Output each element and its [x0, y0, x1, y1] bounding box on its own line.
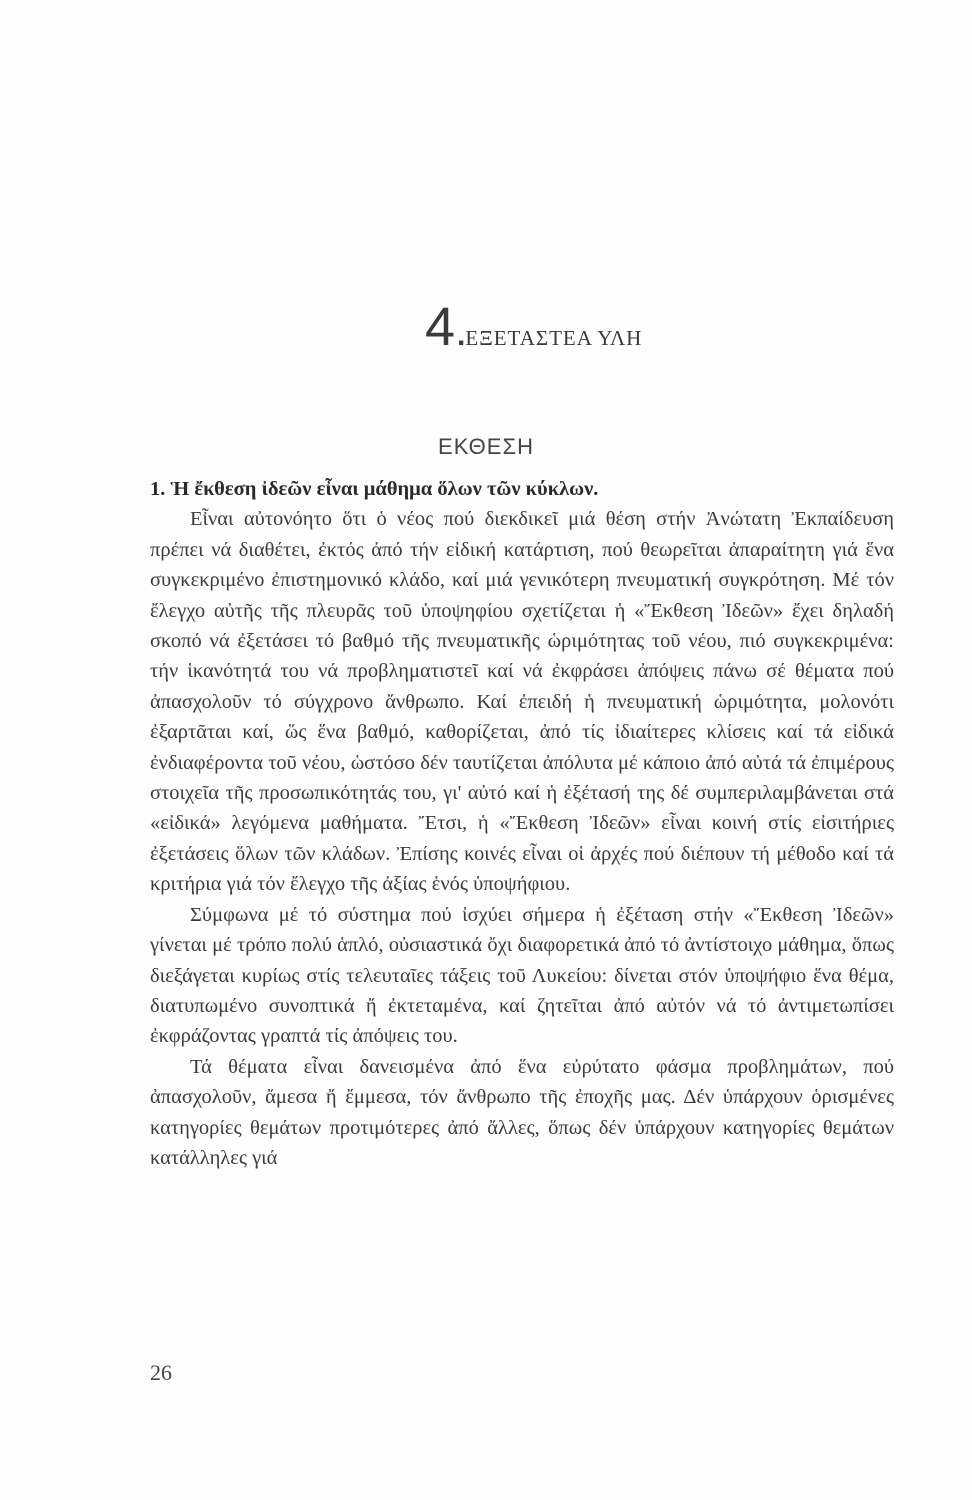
- paragraph-2: Σύμφωνα μέ τό σύστημα πού ἰσχύει σήμερα ἡ ἐξέταση στήν «Ἔκθεση Ἰδεῶν» γίνεται μέ τρόπο πολύ ἁπλό, οὐσιαστικά ὄχι διαφορετικά ἀπό τό ἀντίστοιχο μάθημα, ὅπως διεξάγεται κυρίως στίς τελευταῖες τάξεις τοῦ Λυκείου: δίνεται στόν ὑποψήφιο ἕνα θέμα, διατυπωμένο συνοπτικά ἤ ἐκτεταμένα, καί ζητεῖται ἀπό αὐτόν νά τό ἀντιμετωπίσει ἐκφράζοντας γραπτά τίς ἀπόψεις του.: [150, 903, 894, 1048]
- chapter-title: ΕΞΕΤΑΣΤΕΑ ΥΛΗ: [465, 326, 643, 350]
- section-title: ΕΚΘΕΣΗ: [438, 434, 534, 459]
- paragraph-3: Τά θέματα εἶναι δανεισμένα ἀπό ἕνα εὐρύτατο φάσμα προβλημάτων, πού ἀπασχολοῦν, ἄμεσα ἤ ἔμμεσα, τόν ἄνθρωπο τῆς ἐποχῆς μας. Δέν ὑπάρχουν ὁρισμένες κατηγορίες θεμάτων προτιμότερες ἀπό ἄλλες, ὅπως δέν ὑπάρχουν κατηγορίες θεμάτων κατάλληλες γιά: [150, 1055, 894, 1169]
- chapter-heading: [425, 296, 642, 358]
- page-number: 26: [150, 1360, 172, 1385]
- chapter-dot: .: [457, 319, 466, 352]
- body-text: [150, 474, 894, 1173]
- paragraph-1: Εἶναι αὐτονόητο ὅτι ὁ νέος πού διεκδικεῖ μιά θέση στήν Ἀνώτατη Ἐκπαίδευση πρέπει νά διαθέτει, ἐκτός ἀπό τήν εἰδική κατάρτιση, πού θεωρεῖται ἀπαραίτητη γιά ἕνα συγκεκριμένο ἐπιστημονικό κλάδο, καί μιά γενικότερη πνευματική συγκρότηση. Μέ τόν ἔλεγχο αὐτῆς τῆς πλευρᾶς τοῦ ὑποψηφίου σχετίζεται ἡ «Ἔκθεση Ἰδεῶν» ἔχει δηλαδή σκοπό νά ἐξετάσει τό βαθμό τῆς πνευματικῆς ὡριμότητας τοῦ νέου, πιό συγκεκριμένα: τήν ἱκανότητά του νά προβληματιστεῖ καί νά ἐκφράσει ἀπόψεις πάνω σέ θέματα πού ἀπασχολοῦν τό σύγχρονο ἄνθρωπο. Καί ἐπειδή ἡ πνευματική ὡριμότητα, μολονότι ἐξαρτᾶται καί, ὥς ἕνα βαθμό, καθορίζεται, ἀπό τίς ἰδιαίτερες κλίσεις καί τά εἰδικά ἐνδιαφέροντα τοῦ νέου, ὡστόσο δέν ταυτίζεται ἀπόλυτα μέ κάποιο ἀπό αὐτά τά ἐπιμέρους στοιχεῖα τῆς προσωπικότητάς του, γι' αὐτό καί ἡ ἐξέτασή της δέ συμπεριλαμβάνεται στά «εἰδικά» λεγόμενα μαθήματα. Ἔτσι, ἡ «Ἔκθεση Ἰδεῶν» εἶναι κοινή στίς εἰσιτήριες ἐξετάσεις ὅλων τῶν κλάδων. Ἐπίσης κοινές εἶναι οἱ ἀρχές πού διέπουν τή μέθοδο καί τά κριτήρια γιά τόν ἔλεγχο τῆς ἀξίας ἑνός ὑποψήφιου.: [150, 508, 894, 896]
- subsection-heading: 1. Ἡ ἔκθεση ἰδεῶν εἶναι μάθημα ὅλων τῶν κύκλων.: [150, 478, 599, 500]
- chapter-number: 4: [425, 297, 456, 357]
